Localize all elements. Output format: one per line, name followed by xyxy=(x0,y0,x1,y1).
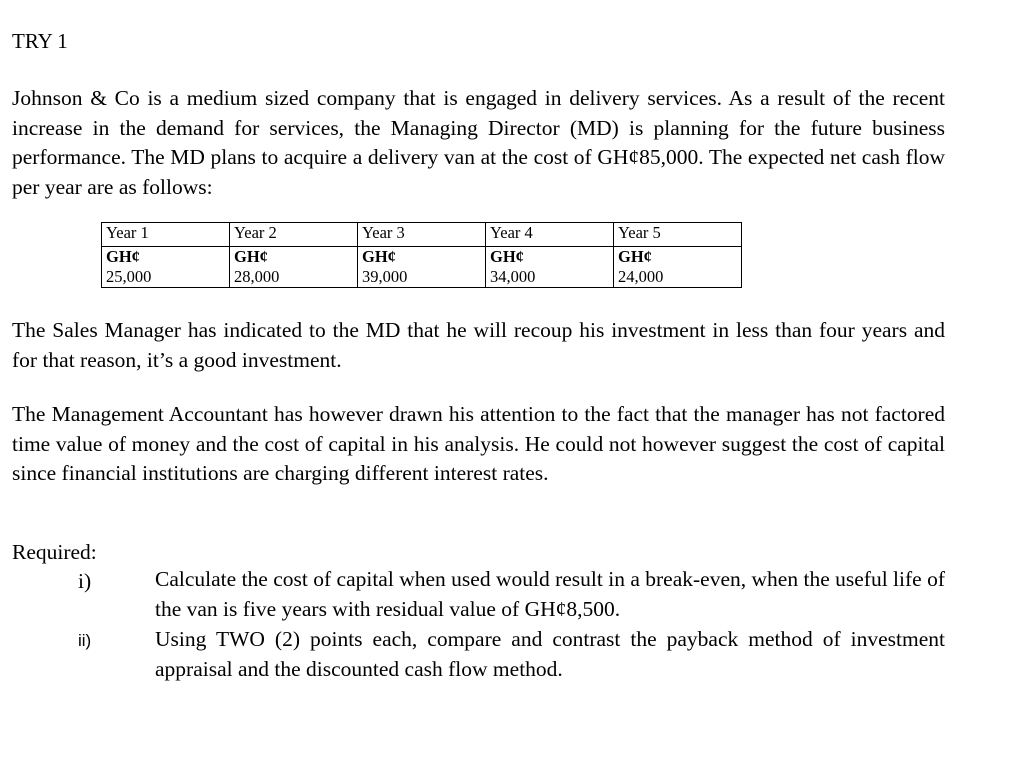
intro-paragraph: Johnson & Co is a medium sized company that is engaged in delivery services. As a result of the recent increase in the demand for services, the Managing Director (MD) is planning for the future business performance. The MD plans to acquire a delivery van at the cost of GH¢85,000. The expected net cash flow per year are as follows: xyxy=(12,86,945,199)
currency-unit: GH¢ xyxy=(486,247,614,268)
required-item-2-number: ii) xyxy=(78,631,92,650)
year-1-cash-flow: 25,000 xyxy=(102,267,230,288)
currency-unit: GH¢ xyxy=(102,247,230,268)
year-5-header: Year 5 xyxy=(614,223,742,247)
required-item-1-text: Calculate the cost of capital when used would result in a break-even, when the useful life of the van is five years with residual value of GH¢8,500. xyxy=(155,567,945,621)
year-2-header: Year 2 xyxy=(230,223,358,247)
year-5-cash-flow: 24,000 xyxy=(614,267,742,288)
sales-manager-paragraph: The Sales Manager has indicated to the MD that he will recoup his investment in less than four years and for that reason, it’s a good investment. xyxy=(12,318,945,372)
year-4-cash-flow: 34,000 xyxy=(486,267,614,288)
currency-unit: GH¢ xyxy=(614,247,742,268)
year-3-header: Year 3 xyxy=(358,223,486,247)
currency-unit: GH¢ xyxy=(230,247,358,268)
required-label: Required: xyxy=(12,540,97,564)
currency-unit: GH¢ xyxy=(358,247,486,268)
table-value-row xyxy=(102,267,742,288)
table-header-row xyxy=(102,223,742,247)
cash-flow-table xyxy=(101,222,742,288)
year-3-cash-flow: 39,000 xyxy=(358,267,486,288)
year-1-header: Year 1 xyxy=(102,223,230,247)
required-item-2-text: Using TWO (2) points each, compare and contrast the payback method of investment appraisal and the discounted cash flow method. xyxy=(155,627,945,681)
required-item-1-number: i) xyxy=(78,569,92,593)
year-2-cash-flow: 28,000 xyxy=(230,267,358,288)
page-heading: TRY 1 xyxy=(12,29,68,53)
accountant-paragraph: The Management Accountant has however drawn his attention to the fact that the manager has not factored time value of money and the cost of capital in his analysis. He could not however suggest the cost of capital since financial institutions are charging different interest rates. xyxy=(12,402,945,485)
year-4-header: Year 4 xyxy=(486,223,614,247)
table-unit-row xyxy=(102,247,742,268)
